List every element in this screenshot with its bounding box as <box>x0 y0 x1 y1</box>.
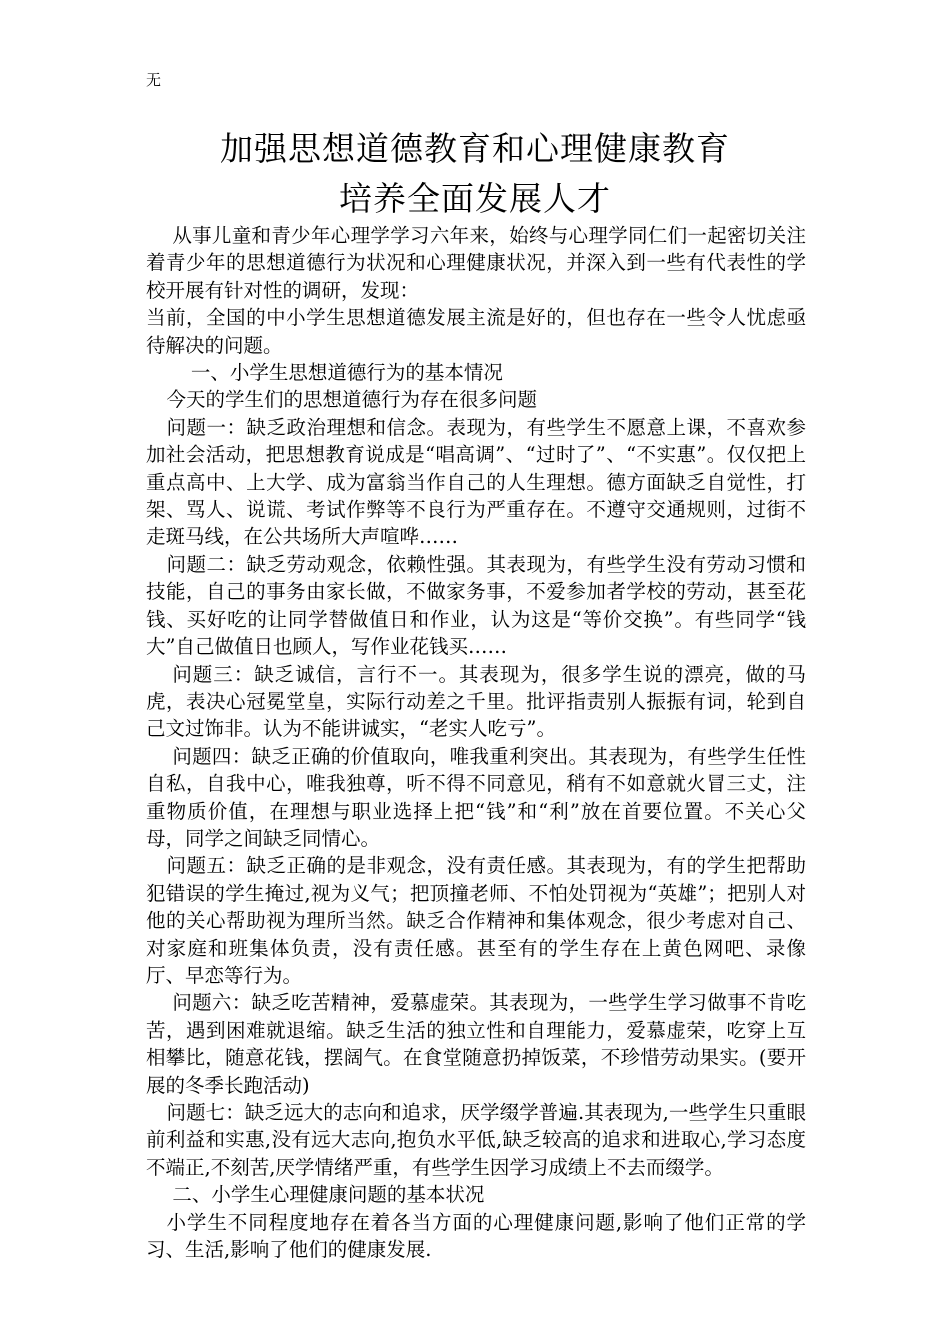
document-title-line-1: 加强思想道德教育和心理健康教育 <box>220 129 730 168</box>
problem-5-paragraph: 问题五：缺乏正确的是非观念，没有责任感。其表现为，有的学生把帮助犯错误的学生掩过,视为义气；把顶撞老师、不怕处罚视为“英雄”；把别人对他的关心帮助视为理所当然。缺乏合作精神和集体观念，很少考虑对自己、对家庭和班集体负责，没有责任感。甚至有的学生存在上黄色网吧、录像厅、早恋等行为。 <box>146 854 806 987</box>
intro-paragraph: 从事儿童和青少年心理学学习六年来，始终与心理学同仁们一起密切关注着青少年的思想道德行为状况和心理健康状况，并深入到一些有代表性的学校开展有针对性的调研，发现： <box>146 224 806 302</box>
summary-paragraph: 当前，全国的中小学生思想道德发展主流是好的，但也存在一些令人忧虑亟待解决的问题。 <box>146 306 806 357</box>
section-intro: 今天的学生们的思想道德行为存在很多问题 <box>166 388 537 412</box>
section-heading-2: 二、小学生心理健康问题的基本状况 <box>172 1183 485 1207</box>
document-title-line-2: 培养全面发展人才 <box>339 179 611 218</box>
problem-6-paragraph: 问题六：缺乏吃苦精神，爱慕虚荣。其表现为，一些学生学习做事不肯吃苦，遇到困难就退缩。缺乏生活的独立性和自理能力，爱慕虚荣，吃穿上互相攀比，随意花钱，摆阔气。在食堂随意扔掉饭菜，不珍惜劳动果实。(要开展的冬季长跑活动) <box>146 991 806 1097</box>
header-mark: 无 <box>146 71 162 89</box>
problem-1-paragraph: 问题一：缺乏政治理想和信念。表现为，有些学生不愿意上课，不喜欢参加社会活动，把思想教育说成是“唱高调”、“过时了”、“不实惠”。仅仅把上重点高中、上大学、成为富翁当作自己的人生理想。德方面缺乏自觉性，打架、骂人、说谎、考试作弊等不良行为严重存在。不遵守交通规则，过街不走斑马线，在公共场所大声喧哗…… <box>146 415 806 549</box>
problem-7-paragraph: 问题七：缺乏远大的志向和追求，厌学缀学普遍.其表现为,一些学生只重眼前利益和实惠,没有远大志向,抱负水平低,缺乏较高的追求和进取心,学习态度不端正,不刻苦,厌学情绪严重，有些学生因学习成绩上不去而缀学。 <box>146 1101 806 1179</box>
problem-4-paragraph: 问题四：缺乏正确的价值取向，唯我重利突出。其表现为，有些学生任性自私，自我中心，唯我独尊，听不得不同意见，稍有不如意就火冒三丈，注重物质价值，在理想与职业选择上把“钱”和“利”放在首要位置。不关心父母，同学之间缺乏同情心。 <box>146 744 806 850</box>
section-2-paragraph: 小学生不同程度地存在着各当方面的心理健康问题,影响了他们正常的学习、生活,影响了他们的健康发展. <box>146 1210 806 1262</box>
problem-3-paragraph: 问题三：缺乏诚信，言行不一。其表现为，很多学生说的漂亮，做的马虎，表决心冠冕堂皇，实际行动差之千里。批评指责别人振振有词，轮到自己文过饰非。认为不能讲诚实，“老实人吃亏”。 <box>146 662 806 741</box>
document-body <box>146 222 806 1263</box>
problem-2-paragraph: 问题二：缺乏劳动观念，依赖性强。其表现为，有些学生没有劳动习惯和技能，自己的事务由家长做，不做家务事，不爱参加者学校的劳动，甚至花钱、买好吃的让同学替做值日和作业，认为这是“等价交换”。有些同学“钱大”自己做值日也顾人，写作业花钱买…… <box>146 552 806 659</box>
section-heading-1: 一、小学生思想道德行为的基本情况 <box>190 361 503 385</box>
